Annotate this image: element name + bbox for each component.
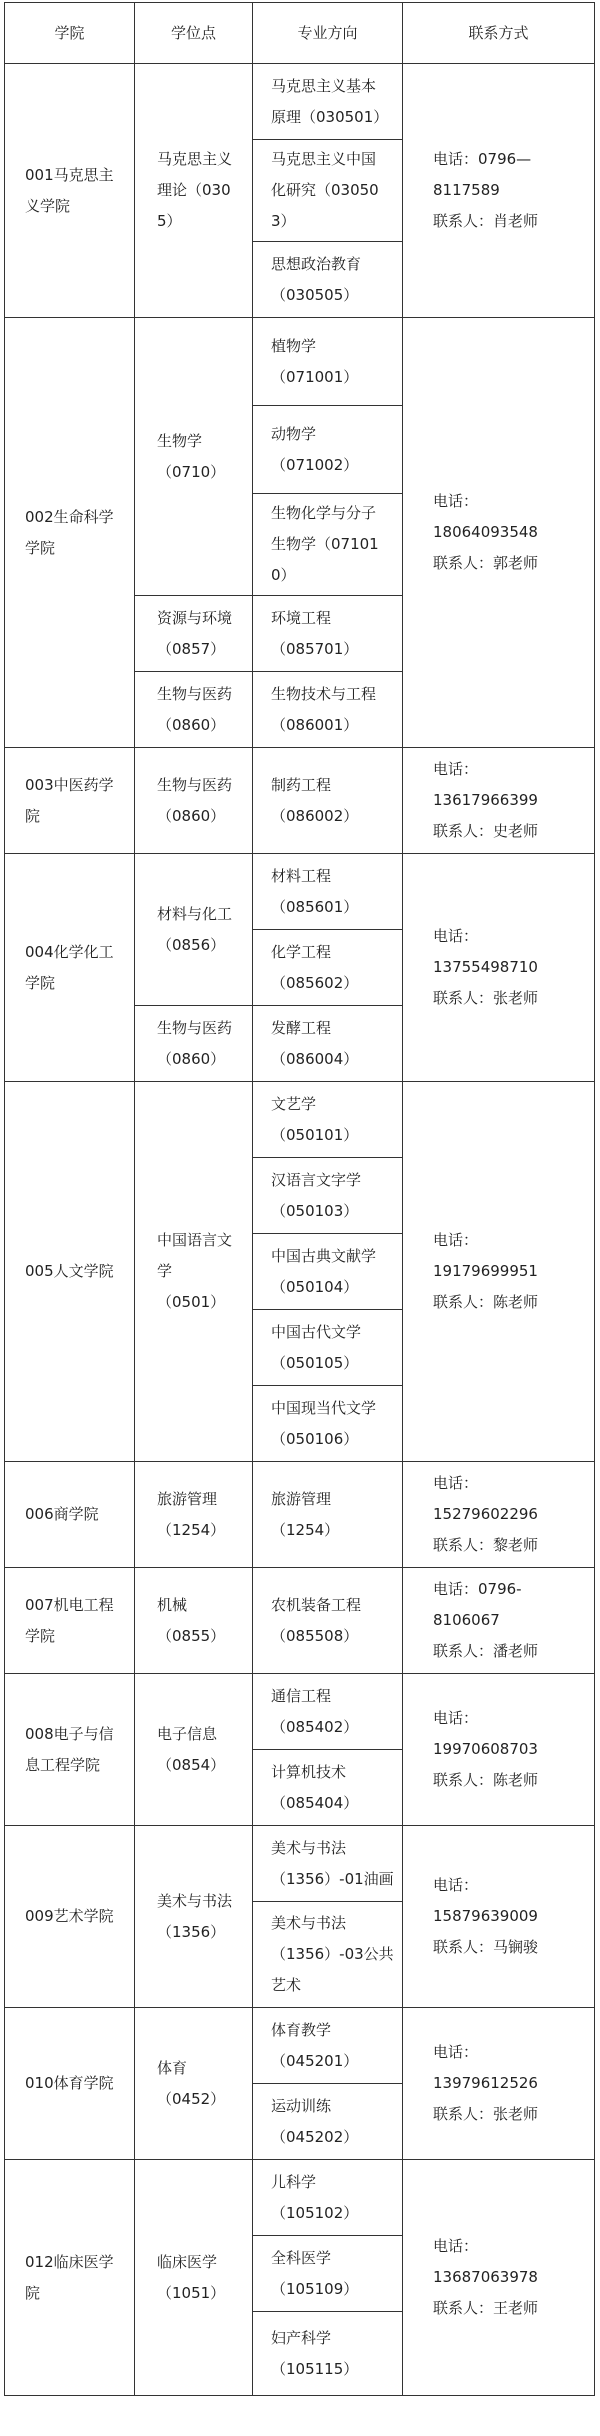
- major-direction-cell: [253, 2312, 403, 2396]
- contact-cell-line: 电话：: [433, 1709, 479, 1727]
- major-direction-cell: [253, 242, 403, 318]
- contact-cell-line: 18064093548: [433, 523, 538, 541]
- degree-point-cell-line: 材料与化工: [157, 904, 233, 923]
- degree-point-cell-line: （0856）: [157, 935, 226, 954]
- contact-cell-line: 电话：: [433, 1474, 479, 1492]
- major-direction-cell-line: 中国古典文献学: [271, 1246, 377, 1265]
- degree-point-cell-line: （0860）: [157, 806, 226, 825]
- degree-point-cell-line: 学: [157, 1262, 173, 1280]
- major-direction-cell-line: （085404）: [271, 1793, 359, 1812]
- college-cell-line: 004化学化工: [25, 942, 114, 961]
- major-direction-cell-line: （105115）: [271, 2359, 359, 2378]
- degree-point-cell-line: 机械: [157, 1595, 188, 1614]
- college-cell: [5, 854, 135, 1082]
- major-direction-cell-line: 艺术: [271, 1976, 302, 1994]
- contact-cell: [403, 1462, 595, 1568]
- major-direction-cell: [253, 1006, 403, 1082]
- major-direction-cell-line: 原理（030501）: [271, 107, 389, 126]
- major-direction-cell-line: 计算机技术: [271, 1762, 347, 1781]
- major-direction-cell-line: 通信工程: [271, 1686, 332, 1705]
- college-cell-line: 002生命科学: [25, 507, 114, 526]
- contact-cell-line: 电话：: [433, 2043, 479, 2061]
- degree-point-cell-line: 资源与环境: [157, 608, 233, 627]
- major-direction-cell-line: （050103）: [271, 1201, 359, 1220]
- degree-point-cell: [135, 1082, 253, 1462]
- major-direction-cell-line: （045201）: [271, 2051, 359, 2070]
- major-direction-cell: [253, 1082, 403, 1158]
- college-cell: [5, 1826, 135, 2008]
- college-cell: [5, 1568, 135, 1674]
- contact-cell-line: 联系人：郭老师: [433, 554, 539, 572]
- college-cell: [5, 1674, 135, 1826]
- college-cell-line: 008电子与信: [25, 1724, 114, 1743]
- college-cell: [5, 64, 135, 318]
- contact-cell-line: 电话：0796-: [433, 1580, 522, 1598]
- contact-cell-line: 19970608703: [433, 1740, 538, 1758]
- major-direction-cell-line: 马克思主义中国: [271, 150, 377, 168]
- contact-cell-line: 13617966399: [433, 791, 538, 809]
- major-direction-cell-line: （050105）: [271, 1353, 359, 1372]
- major-direction-cell-line: （1356）-03公共: [271, 1945, 394, 1963]
- contact-cell-line: 电话：: [433, 492, 479, 510]
- major-direction-cell-line: （071002）: [271, 455, 359, 474]
- contact-cell-line: 联系人：陈老师: [433, 1771, 539, 1789]
- degree-point-cell: [135, 672, 253, 748]
- contact-cell: [403, 748, 595, 854]
- major-direction-cell: [253, 1568, 403, 1674]
- degree-point-cell: [135, 1006, 253, 1082]
- major-direction-cell-line: （1356）-01油画: [271, 1869, 394, 1888]
- college-cell-line: 012临床医学: [25, 2252, 114, 2271]
- contact-cell-line: 联系人：潘老师: [433, 1642, 539, 1660]
- table-row: [5, 2008, 595, 2084]
- major-direction-cell: [253, 748, 403, 854]
- contact-cell-line: 19179699951: [433, 1262, 538, 1280]
- major-direction-cell: [253, 140, 403, 242]
- major-direction-cell: [253, 2008, 403, 2084]
- college-cell-line: 息工程学院: [25, 1755, 101, 1774]
- major-direction-cell: [253, 1158, 403, 1234]
- contact-cell-line: 电话：: [433, 2237, 479, 2255]
- major-direction-cell-line: （050104）: [271, 1277, 359, 1296]
- admissions-table: [4, 2, 595, 2396]
- contact-cell-line: 联系人：史老师: [433, 822, 539, 840]
- degree-point-cell-line: 临床医学: [157, 2252, 218, 2271]
- major-direction-cell-line: （085402）: [271, 1717, 359, 1736]
- degree-point-cell-line: 生物与医药: [157, 775, 233, 794]
- major-direction-cell-line: 马克思主义基本: [271, 76, 377, 95]
- major-direction-cell-line: 美术与书法: [271, 1838, 347, 1857]
- major-direction-cell: [253, 1826, 403, 1902]
- contact-cell: [403, 1082, 595, 1462]
- major-direction-cell-line: 运动训练: [271, 2096, 332, 2115]
- major-direction-cell-line: （085602）: [271, 973, 359, 992]
- major-direction-cell-line: （085701）: [271, 639, 359, 658]
- degree-point-cell-line: （1356）: [157, 1922, 226, 1941]
- major-direction-cell-line: （1254）: [271, 1520, 340, 1539]
- degree-point-cell-line: （0860）: [157, 715, 226, 734]
- major-direction-cell-line: 农机装备工程: [271, 1595, 362, 1614]
- contact-cell-line: 联系人：马锎骏: [433, 1938, 539, 1956]
- college-cell-line: 003中医药学: [25, 775, 114, 794]
- degree-point-cell-line: （0854）: [157, 1755, 226, 1774]
- contact-cell-line: 电话：: [433, 1876, 479, 1894]
- major-direction-cell-line: 汉语言文字学: [271, 1170, 362, 1189]
- header-row: [5, 3, 595, 64]
- college-cell-line: 006商学院: [25, 1505, 99, 1523]
- college-cell-line: 学院: [25, 538, 56, 557]
- college-cell: [5, 318, 135, 748]
- major-direction-cell-line: 妇产科学: [271, 2328, 332, 2347]
- major-direction-cell-line: （105109）: [271, 2279, 359, 2298]
- contact-cell: [403, 1674, 595, 1826]
- table-row: [5, 1826, 595, 1902]
- degree-point-cell: [135, 64, 253, 318]
- college-cell: [5, 748, 135, 854]
- major-direction-cell: [253, 854, 403, 930]
- college-cell-line: 院: [25, 2283, 41, 2302]
- major-direction-cell-line: 中国古代文学: [271, 1322, 362, 1341]
- major-direction-cell: [253, 2160, 403, 2236]
- major-direction-cell-line: 材料工程: [271, 866, 332, 885]
- major-direction-cell-line: （050101）: [271, 1125, 359, 1144]
- major-direction-cell-line: 化学工程: [271, 942, 332, 961]
- degree-point-cell-line: （0501）: [157, 1293, 226, 1311]
- major-direction-cell-line: （105102）: [271, 2203, 359, 2222]
- degree-point-cell-line: 生物与医药: [157, 684, 233, 703]
- major-direction-cell: [253, 1674, 403, 1750]
- college-cell: [5, 2008, 135, 2160]
- major-direction-cell-line: 旅游管理: [271, 1489, 332, 1508]
- header-contact: 联系方式: [403, 3, 595, 64]
- contact-cell-line: 联系人：陈老师: [433, 1293, 539, 1311]
- contact-cell-line: 13755498710: [433, 958, 538, 976]
- major-direction-cell: [253, 2236, 403, 2312]
- degree-point-cell: [135, 2008, 253, 2160]
- contact-cell-line: 电话：: [433, 927, 479, 945]
- major-direction-cell-line: 生物化学与分子: [271, 504, 377, 522]
- contact-cell-line: 联系人：肖老师: [433, 212, 539, 230]
- major-direction-cell-line: （071001）: [271, 367, 359, 386]
- table-row: [5, 2160, 595, 2236]
- college-cell-line: 005人文学院: [25, 1262, 114, 1280]
- contact-cell-line: 15279602296: [433, 1505, 538, 1523]
- degree-point-cell: [135, 596, 253, 672]
- major-direction-cell: [253, 1234, 403, 1310]
- major-direction-cell-line: （085508）: [271, 1626, 359, 1645]
- college-cell-line: 001马克思主: [25, 165, 114, 184]
- degree-point-cell: [135, 748, 253, 854]
- major-direction-cell: [253, 2084, 403, 2160]
- degree-point-cell: [135, 1568, 253, 1674]
- contact-cell-line: 联系人：张老师: [433, 2105, 539, 2123]
- contact-cell-line: 8117589: [433, 181, 500, 199]
- college-cell-line: 院: [25, 806, 41, 825]
- degree-point-cell-line: 理论（0305）: [157, 181, 231, 230]
- contact-cell-line: 13687063978: [433, 2268, 538, 2286]
- major-direction-cell-line: （050106）: [271, 1429, 359, 1448]
- college-cell: [5, 1082, 135, 1462]
- major-direction-cell-line: （086001）: [271, 715, 359, 734]
- contact-cell-line: 电话：0796—: [433, 150, 532, 168]
- major-direction-cell-line: 儿科学: [271, 2172, 317, 2191]
- table-row: [5, 748, 595, 854]
- degree-point-cell-line: （0855）: [157, 1626, 226, 1645]
- degree-point-cell-line: 体育: [157, 2058, 188, 2077]
- header-major-direction: 专业方向: [253, 3, 403, 64]
- major-direction-cell: [253, 1462, 403, 1568]
- major-direction-cell-line: 文艺学: [271, 1094, 317, 1113]
- contact-cell: [403, 854, 595, 1082]
- contact-cell: [403, 1568, 595, 1674]
- major-direction-cell-line: 生物技术与工程: [271, 684, 377, 703]
- major-direction-cell-line: 化研究（030503）: [271, 181, 379, 230]
- contact-cell-line: 8106067: [433, 1611, 500, 1629]
- contact-cell-line: 电话：: [433, 760, 479, 778]
- major-direction-cell-line: （085601）: [271, 897, 359, 916]
- degree-point-cell: [135, 1462, 253, 1568]
- degree-point-cell-line: 马克思主义: [157, 150, 233, 168]
- degree-point-cell: [135, 2160, 253, 2396]
- college-cell-line: 009艺术学院: [25, 1907, 114, 1925]
- college-cell-line: 学院: [25, 1626, 56, 1645]
- major-direction-cell-line: 制药工程: [271, 775, 332, 794]
- college-cell-line: 007机电工程: [25, 1595, 114, 1614]
- major-direction-cell: [253, 64, 403, 140]
- table-body: [5, 64, 595, 2396]
- contact-cell: [403, 1826, 595, 2008]
- contact-cell: [403, 318, 595, 748]
- college-cell-line: 学院: [25, 973, 56, 992]
- major-direction-cell-line: （086004）: [271, 1049, 359, 1068]
- table-row: [5, 64, 595, 140]
- major-direction-cell-line: 全科医学: [271, 2248, 332, 2267]
- major-direction-cell-line: 环境工程: [271, 608, 332, 627]
- degree-point-cell-line: （0857）: [157, 639, 226, 658]
- major-direction-cell-line: 美术与书法: [271, 1914, 347, 1932]
- major-direction-cell: [253, 494, 403, 596]
- major-direction-cell-line: 思想政治教育: [271, 254, 362, 273]
- table-header: [5, 3, 595, 64]
- college-cell-line: 义学院: [25, 196, 71, 215]
- degree-point-cell: [135, 1674, 253, 1826]
- degree-point-cell-line: 电子信息: [157, 1724, 218, 1743]
- degree-point-cell-line: （0452）: [157, 2089, 226, 2108]
- contact-cell-line: 15879639009: [433, 1907, 538, 1925]
- header-degree-point: 学位点: [135, 3, 253, 64]
- major-direction-cell-line: 动物学: [271, 424, 317, 443]
- table-row: [5, 854, 595, 930]
- table-row: [5, 1462, 595, 1568]
- contact-cell: [403, 2008, 595, 2160]
- major-direction-cell-line: 生物学（071010）: [271, 535, 379, 584]
- degree-point-cell: [135, 318, 253, 596]
- contact-cell-line: 13979612526: [433, 2074, 538, 2092]
- major-direction-cell-line: 中国现当代文学: [271, 1398, 377, 1417]
- table-row: [5, 1082, 595, 1158]
- major-direction-cell: [253, 930, 403, 1006]
- contact-cell: [403, 64, 595, 318]
- major-direction-cell: [253, 318, 403, 406]
- degree-point-cell: [135, 1826, 253, 2008]
- major-direction-cell-line: 植物学: [271, 336, 317, 355]
- major-direction-cell: [253, 406, 403, 494]
- table-row: [5, 1674, 595, 1750]
- major-direction-cell: [253, 1386, 403, 1462]
- contact-cell-line: 电话：: [433, 1231, 479, 1249]
- degree-point-cell-line: （1254）: [157, 1520, 226, 1539]
- major-direction-cell-line: （086002）: [271, 806, 359, 825]
- major-direction-cell-line: 体育教学: [271, 2020, 332, 2039]
- major-direction-cell-line: 发酵工程: [271, 1018, 332, 1037]
- degree-point-cell-line: 旅游管理: [157, 1489, 218, 1508]
- major-direction-cell-line: （045202）: [271, 2127, 359, 2146]
- major-direction-cell: [253, 1750, 403, 1826]
- degree-point-cell-line: （0860）: [157, 1049, 226, 1068]
- table-row: [5, 318, 595, 406]
- header-college: 学院: [5, 3, 135, 64]
- degree-point-cell: [135, 854, 253, 1006]
- contact-cell-line: 联系人：黎老师: [433, 1536, 539, 1554]
- degree-point-cell-line: 美术与书法: [157, 1891, 233, 1910]
- degree-point-cell-line: 中国语言文: [157, 1231, 233, 1249]
- major-direction-cell: [253, 1902, 403, 2008]
- college-cell: [5, 1462, 135, 1568]
- contact-cell-line: 联系人：张老师: [433, 989, 539, 1007]
- contact-cell: [403, 2160, 595, 2396]
- degree-point-cell-line: （1051）: [157, 2283, 226, 2302]
- college-cell: [5, 2160, 135, 2396]
- contact-cell-line: 联系人：王老师: [433, 2299, 539, 2317]
- college-cell-line: 010体育学院: [25, 2074, 114, 2092]
- major-direction-cell: [253, 596, 403, 672]
- degree-point-cell-line: 生物与医药: [157, 1018, 233, 1037]
- major-direction-cell-line: （030505）: [271, 285, 359, 304]
- degree-point-cell-line: （0710）: [157, 462, 226, 481]
- table-row: [5, 1568, 595, 1674]
- major-direction-cell: [253, 1310, 403, 1386]
- major-direction-cell: [253, 672, 403, 748]
- degree-point-cell-line: 生物学: [157, 431, 203, 450]
